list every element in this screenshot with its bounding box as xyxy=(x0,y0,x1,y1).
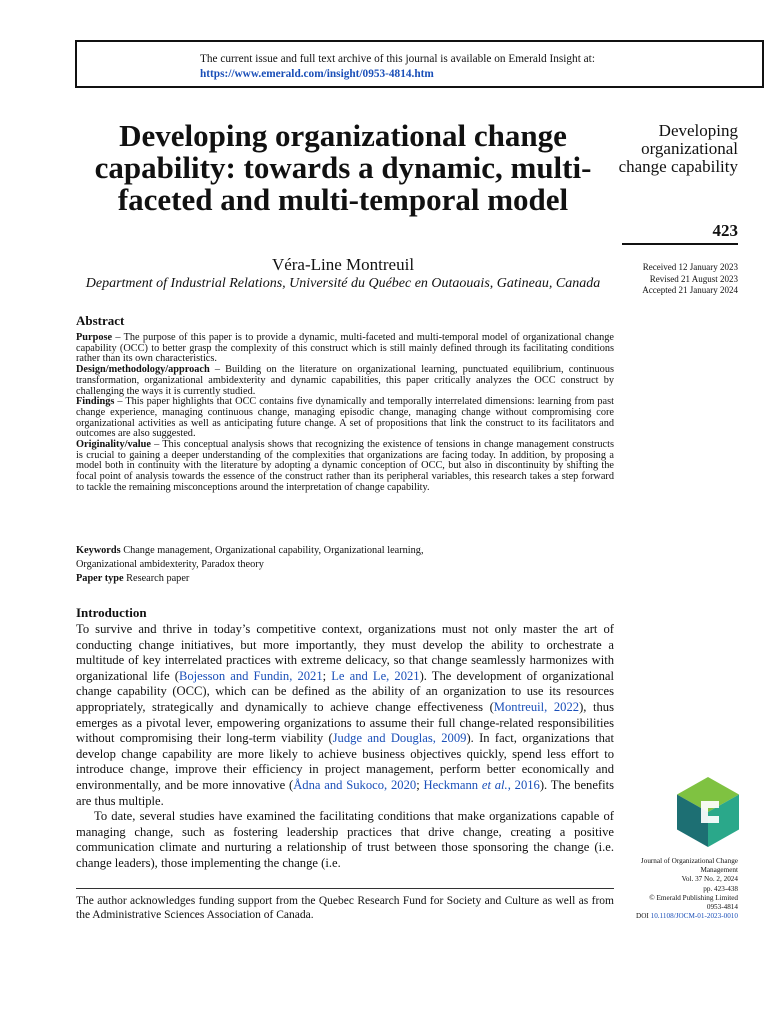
abstract-purpose xyxy=(76,333,614,365)
findings-text: – This paper highlights that OCC contains five dynamically and temporally interrelated dimensions: learning from past change experience, managing continuous change, managing episodic change, managing change without compromising core organizational activities as well as anticipating future change. A set of propositions that link the construct to its facilitators and outcomes are also suggested. xyxy=(76,396,614,440)
doi-label: DOI xyxy=(636,912,651,921)
revised-date: Revised 21 August 2023 xyxy=(649,273,738,284)
introduction-heading: Introduction xyxy=(76,605,147,620)
journal-volume: Vol. 37 No. 2, 2024 xyxy=(681,875,738,884)
article-dates xyxy=(600,262,738,297)
abstract-findings xyxy=(76,397,614,440)
intro-text: ), thus emerges as a pivotal lever, empowering organizations to assume their full change-related responsibilities without compromising their long-term viability ( xyxy=(76,699,615,746)
footnote-rule xyxy=(76,888,614,889)
findings-label: Findings xyxy=(76,396,115,408)
citation-separator: ; xyxy=(322,668,332,683)
journal-info xyxy=(612,857,738,921)
keywords xyxy=(76,544,614,571)
journal-pages: pp. 423-438 xyxy=(703,884,738,893)
paper-type-text: Research paper xyxy=(123,573,190,584)
introduction-body xyxy=(76,622,614,872)
keywords-text-2: Organizational ambidexterity, Paradox theory xyxy=(76,558,264,570)
page-number: 423 xyxy=(712,221,738,240)
purpose-label: Purpose xyxy=(76,332,113,343)
author-name: Véra-Line Montreuil xyxy=(271,255,415,274)
accepted-date: Accepted 21 January 2024 xyxy=(642,285,738,295)
originality-text: – This conceptual analysis shows that recognizing the existence of tensions in change management constructs is crucial to gaining a deeper understanding of the complexities that organizations are facing today. In addition, by proposing a model both in continuity with the literature by adopting a dynamic conception of OCC, but also in discontinuity by shifting the focal point of analysis towards the essence of the construct rather than its peripheral variables, this research takes a step forward to tackle the remaining misconceptions around the interpretation of change capability. xyxy=(76,439,614,493)
intro-text: ). In fact, organizations that develop change capability are more likely to achieve business objectives quickly, spend less effort to introduce change, improve their efficiency in project management, perform better economically and environmentally, and be more innovative ( xyxy=(76,731,614,792)
side-rule xyxy=(622,243,738,245)
header-availability-text: The current issue and full text archive of this journal is available on Emerald Insight at: xyxy=(200,53,595,65)
paper-type-label: Paper type xyxy=(76,573,124,584)
acknowledgement-footnote: The author acknowledges funding support from the Quebec Research Fund for Society and Culture as well as from the Administrative Sciences Association of Canada. xyxy=(76,895,614,921)
intro-paragraph-1 xyxy=(76,622,614,809)
design-label: Design/methodology/approach xyxy=(76,364,210,376)
intro-text: ). The development of organizational change capability (OCC), which can be defined as the ability of an organization to use its resources appropriately, strategically and dynamically to achieve change effectiveness ( xyxy=(76,668,614,714)
citation-etal: et al. xyxy=(481,777,508,792)
intro-paragraph-2: To date, several studies have examined the facilitating conditions that make organizations capable of managing change, such as fostering leadership practices that drive change, creating a positive communication climate and nurturing a relationship of trust between those sponsoring the change (i.e. change leaders), those implementing the change (i.e. xyxy=(76,809,614,870)
citation-year: , 2016 xyxy=(507,777,540,792)
received-date: Received 12 January 2023 xyxy=(642,262,738,272)
citation-author: Heckmann xyxy=(423,777,482,792)
abstract-originality xyxy=(76,440,614,494)
abstract-body xyxy=(76,333,614,494)
jocm-hexagon-logo-icon xyxy=(677,777,739,847)
doi-line xyxy=(612,912,738,921)
originality-label: Originality/value xyxy=(76,439,151,451)
article-title: Developing organizational change capability: towards a dynamic, multi-faceted and multi-temporal model xyxy=(94,118,592,217)
purpose-text: – The purpose of this paper is to provide a dynamic, multi-faceted and multi-temporal model of organizational change capability (OCC) to better grasp the complexity of this construct which is still mainly defined through its facilitating conditions rather than its own characteristics. xyxy=(76,332,614,365)
paper-type xyxy=(76,573,614,584)
intro-text: To survive and thrive in today’s competitive context, organizations must not only master the art of conducting change initiatives, but more importantly, they must develop the ability to orchestrate a multitude of key interrelated practices with extreme delicacy, so that change seamlessly harmonizes with organizational life ( xyxy=(76,622,614,683)
abstract-design xyxy=(76,365,614,397)
intro-text: ). The benefits are thus multiple. xyxy=(76,777,615,808)
keywords-text: Change management, Organizational capability, Organizational learning, xyxy=(120,545,424,556)
citation-link[interactable]: Le and Le, 2021 xyxy=(331,668,420,683)
citation-link[interactable] xyxy=(424,778,540,792)
design-text: – Building on the literature on organizational learning, punctuated equilibrium, continuous transformation, organizational ambidexterity and dynamic capabilities, this paper critically analyzes the OCC construct by challenging the ways it is currently studied. xyxy=(76,364,614,397)
doi-link[interactable]: 10.1108/JOCM-01-2023-0010 xyxy=(650,912,738,921)
citation-separator: ; xyxy=(416,777,424,792)
citation-link[interactable]: Bojesson and Fundin, 2021 xyxy=(178,668,323,683)
journal-name: Journal of Organizational Change Management xyxy=(640,857,738,875)
citation-link[interactable]: Montreuil, 2022 xyxy=(493,699,580,714)
journal-archive-link[interactable]: https://www.emerald.com/insight/0953-4814.htm xyxy=(200,68,434,80)
journal-issn: 0953-4814 xyxy=(706,903,738,912)
author-affiliation: Department of Industrial Relations, Université du Québec en Outaouais, Gatineau, Canada xyxy=(85,276,601,291)
citation-link[interactable]: Ådna and Sukoco, 2020 xyxy=(293,777,417,792)
journal-publisher: © Emerald Publishing Limited xyxy=(649,893,738,902)
citation-link[interactable]: Judge and Douglas, 2009 xyxy=(332,731,467,746)
abstract-heading: Abstract xyxy=(76,313,125,328)
logo-svg xyxy=(677,777,739,847)
running-head: Developing organizational change capability xyxy=(618,121,738,176)
keywords-label: Keywords xyxy=(76,545,121,556)
